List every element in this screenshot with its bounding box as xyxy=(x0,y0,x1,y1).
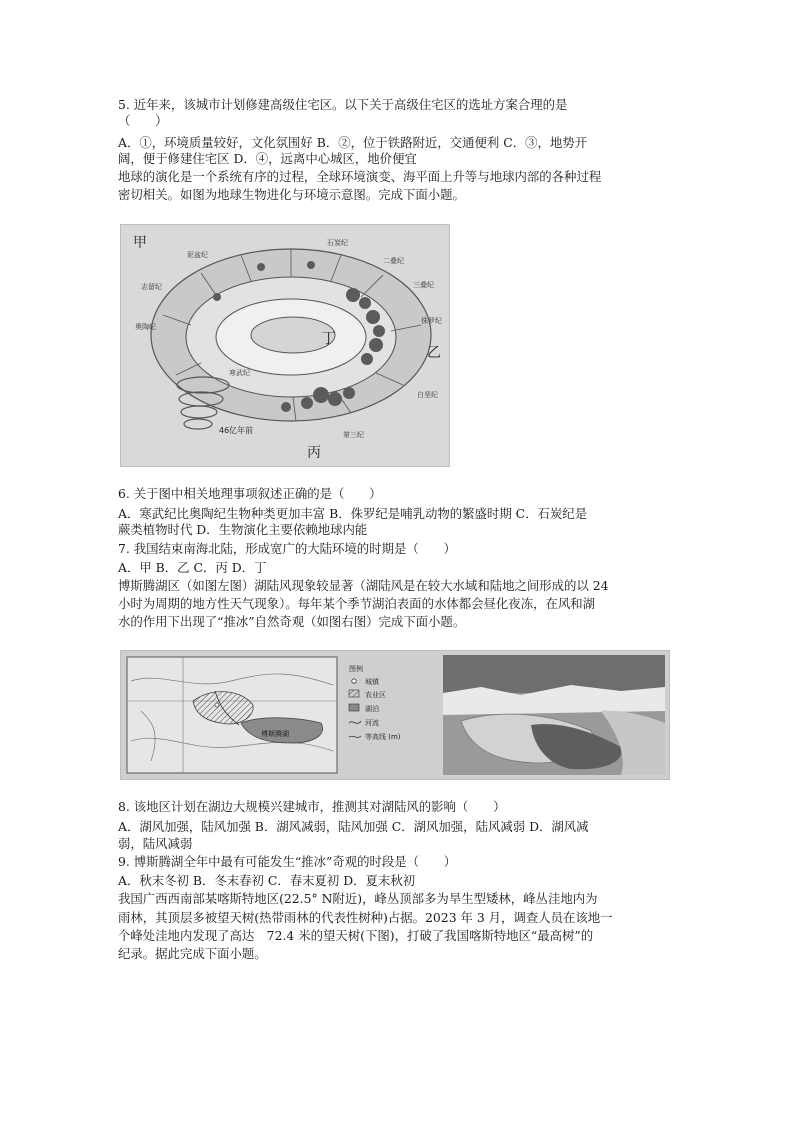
passage-karst-1: 我国广西西南部某喀斯特地区(22.5° N附近)，峰丛顶部多为旱生型矮林，峰丛洼地内为 xyxy=(118,891,598,906)
evolution-spiral-graphic xyxy=(121,225,449,466)
period-label: 志留纪 xyxy=(141,283,162,291)
lake-name-label: 博斯腾湖 xyxy=(261,730,289,738)
period-label: 二叠纪 xyxy=(383,257,404,265)
q5-options-1: A．①，环境质量较好，文化氛围好 B．②，位于铁路附近，交通便利 C．③，地势开 xyxy=(118,135,588,150)
period-label: 第三纪 xyxy=(343,431,364,439)
q9-stem: 9. 博斯腾湖全年中最有可能发生“推冰”奇观的时段是（ ） xyxy=(118,854,457,869)
q6-options-1: A．寒武纪比奥陶纪生物种类更加丰富 B．侏罗纪是哺乳动物的繁盛时期 C．石炭纪是 xyxy=(118,506,588,521)
period-label: 寒武纪 xyxy=(229,369,250,377)
period-label: 三叠纪 xyxy=(413,281,434,289)
legend-title: 图例 xyxy=(349,665,363,673)
period-label: 侏罗纪 xyxy=(421,317,442,325)
passage-lake-2: 小时为周期的地方性天气现象）。每年某个季节湖泊表面的水体都会昼化夜冻，在风和湖 xyxy=(118,596,596,611)
legend-item: 湖泊 xyxy=(365,705,379,713)
period-label: 奥陶纪 xyxy=(135,323,156,331)
passage-karst-3: 个峰处洼地内发现了高达 72.4 米的望天树(下图)，打破了我国喀斯特地区“最高树”的 xyxy=(118,928,594,943)
q8-options-2: 弱，陆风减弱 xyxy=(118,836,193,851)
q8-stem: 8. 该地区计划在湖边大规模兴建城市，推测其对湖陆风的影响（ ） xyxy=(118,799,506,814)
q5-stem: 5. 近年来，该城市计划修建高级住宅区。以下关于高级住宅区的选址方案合理的是 xyxy=(118,97,568,112)
q7-stem: 7. 我国结束南海北陆，形成宽广的大陆环境的时期是（ ） xyxy=(118,541,456,556)
legend-item: 农业区 xyxy=(365,691,386,699)
legend-item: 城镇 xyxy=(365,678,379,686)
q7-options: A．甲 B．乙 C．丙 D．丁 xyxy=(118,560,267,575)
marker-ding: 丁 xyxy=(321,329,337,347)
period-label: 泥盆纪 xyxy=(187,251,208,259)
legend-item: 等高线 (m) xyxy=(365,733,401,741)
q8-options-1: A．湖风加强，陆风加强 B．湖风减弱，陆风加强 C．湖风加强，陆风减弱 D．湖风减 xyxy=(118,819,589,834)
passage-earth-1: 地球的演化是一个系统有序的过程，全球环境演变、海平面上升等与地球内部的各种过程 xyxy=(118,169,602,184)
marker-yi: 乙 xyxy=(427,345,441,361)
lake-figure xyxy=(120,650,670,780)
q9-options: A．秋末冬初 B．冬末春初 C．春末夏初 D．夏末秋初 xyxy=(118,873,416,888)
passage-karst-4: 纪录。据此完成下面小题。 xyxy=(118,946,267,961)
passage-lake-3: 水的作用下出现了“推冰”自然奇观（如图右图）完成下面小题。 xyxy=(118,614,466,629)
legend-item: 河流 xyxy=(365,719,379,727)
marker-bing: 丙 xyxy=(307,445,321,461)
marker-jia: 甲 xyxy=(133,235,147,251)
period-label: 白垩纪 xyxy=(417,391,438,399)
passage-lake-1: 博斯腾湖区（如图左图）湖陆风现象较显著（湖陆风是在较大水域和陆地之间形成的以 24 xyxy=(118,578,609,593)
q5-options-2: 阔，便于修建住宅区 D．④，远离中心城区，地价便宜 xyxy=(118,151,417,166)
evolution-figure xyxy=(120,224,450,467)
q6-stem: 6. 关于图中相关地理事项叙述正确的是（ ） xyxy=(118,486,382,501)
lake-map-and-photo xyxy=(121,651,669,779)
q6-options-2: 蕨类植物时代 D．生物演化主要依赖地球内能 xyxy=(118,522,368,537)
passage-earth-2: 密切相关。如图为地球生物进化与环境示意图。完成下面小题。 xyxy=(118,187,465,202)
start-age-label: 46亿年前 xyxy=(219,426,254,435)
period-label: 石炭纪 xyxy=(327,239,348,247)
passage-karst-2: 雨林，其顶层多被望天树(热带雨林的代表性树种)占据。2023 年 3 月，调查人员在该地一 xyxy=(118,910,613,925)
q5-blank: （ ） xyxy=(118,113,168,128)
